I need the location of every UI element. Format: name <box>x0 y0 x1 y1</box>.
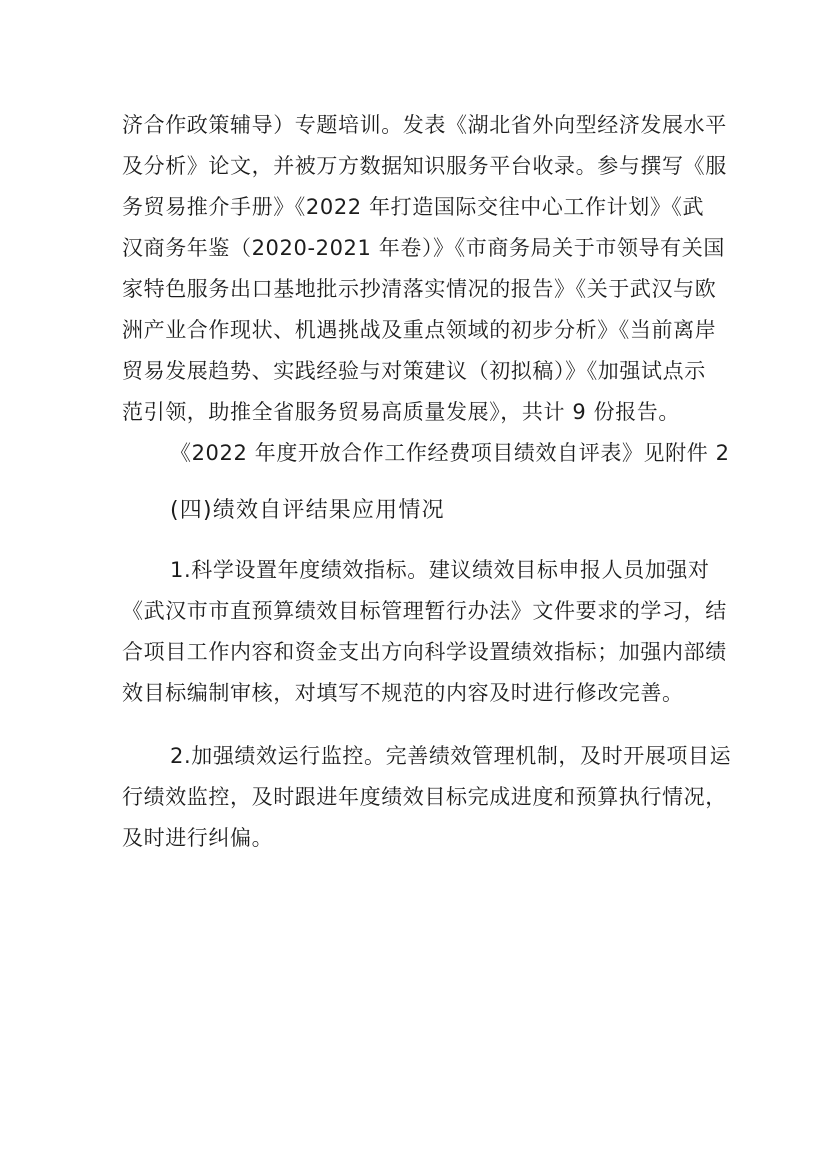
text-line: 行绩效监控，及时跟进年度绩效目标完成进度和预算执行情况， <box>122 785 727 809</box>
text-line: 《武汉市市直预算绩效目标管理暂行办法》文件要求的学习，结 <box>122 599 727 623</box>
text-line: 及分析》论文，并被万方数据知识服务平台收录。参与撰写《服 <box>122 154 727 178</box>
attachment-note: 《2022 年度开放合作工作经费项目绩效自评表》见附件 2 <box>170 441 730 465</box>
text-line: 范引领，助推全省服务贸易高质量发展》，共计 9 份报告。 <box>122 400 681 424</box>
text-line: 洲产业合作现状、机遇挑战及重点领域的初步分析》《当前离岸 <box>122 318 717 342</box>
text-line: 贸易发展趋势、实践经验与对策建议（初拟稿）》《加强试点示 <box>122 359 706 383</box>
text-line: 家特色服务出口基地批示抄清落实情况的报告》《关于武汉与欧 <box>122 277 717 301</box>
text-line: 济合作政策辅导）专题培训。发表《湖北省外向型经济发展水平 <box>122 113 727 137</box>
text-line: 合项目工作内容和资金支出方向科学设置绩效指标；加强内部绩 <box>122 640 727 664</box>
section-heading: (四)绩效自评结果应用情况 <box>170 498 445 523</box>
text-line: 2.加强绩效运行监控。完善绩效管理机制，及时开展项目运 <box>170 744 732 768</box>
text-line: 及时进行纠偏。 <box>122 826 274 850</box>
text-line: 汉商务年鉴（2020-2021 年卷）》《市商务局关于市领导有关国 <box>122 236 725 260</box>
text-line: 务贸易推介手册》《2022 年打造国际交往中心工作计划》《武 <box>122 195 705 219</box>
text-line: 效目标编制审核，对填写不规范的内容及时进行修改完善。 <box>122 681 684 705</box>
text-line: 1.科学设置年度绩效指标。建议绩效目标申报人员加强对 <box>170 558 710 582</box>
